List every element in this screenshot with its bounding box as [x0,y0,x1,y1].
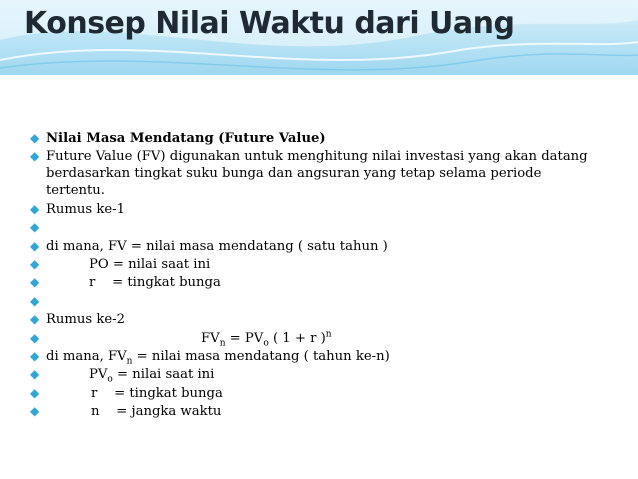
bullet-icon: ◆ [30,275,40,290]
list-item-text: di mana, FV = nilai masa mendatang ( satu tahun ) [46,238,388,254]
list-item [30,274,590,291]
list-item [30,148,590,199]
list-item-text: PO = nilai saat ini [89,256,211,272]
bullet-icon: ◆ [30,367,40,382]
list-item-text: n = jangka waktu [91,404,222,420]
list-item [30,311,590,328]
bullet-icon: ◆ [30,238,40,253]
list-item-text: $PV_o$ = nilai saat ini [89,367,215,385]
bullet-icon: ◆ [30,385,40,400]
list-item [30,238,590,255]
list-item [30,385,590,402]
bullet-icon: ◆ [30,256,40,271]
bullet-icon: ◆ [30,201,40,216]
formula: $FV_n = PV_o$ ( 1 + r )$^n$ [201,329,332,349]
list-item [30,403,590,420]
list-item [30,256,590,273]
bullet-list [30,130,590,421]
list-item [30,330,590,347]
bullet-icon: ◆ [30,404,40,419]
list-item-text: di mana, $FV_n$ = nilai masa mendatang ( tahun ke-n) [46,348,390,367]
list-item-text: r = tingkat bunga [89,275,221,291]
bullet-icon: ◆ [30,220,40,235]
list-item [30,366,590,383]
list-item-text: Rumus ke-2 [46,312,126,328]
header-band [0,0,638,75]
bullet-icon: ◆ [30,293,40,308]
list-item [30,293,590,310]
bullet-icon: ◆ [30,348,40,363]
section-heading: Nilai Masa Mendatang (Future Value) [46,131,326,146]
list-item [30,219,590,236]
list-item-text: r = tingkat bunga [91,385,223,401]
list-item [30,348,590,365]
bullet-icon: ◆ [30,131,40,145]
bullet-icon: ◆ [30,330,40,345]
page-title: Konsep Nilai Waktu dari Uang [24,6,515,41]
bullet-icon: ◆ [30,312,40,327]
list-item [30,130,590,147]
list-item-text: Future Value (FV) digunakan untuk menghitung nilai investasi yang akan datang berdasarkan tingkat suku bunga dan angsuran yang tetap selama periode tertentu. [46,149,588,199]
list-item-text: Rumus ke-1 [46,201,126,217]
list-item [30,201,590,218]
bullet-icon: ◆ [30,149,40,164]
